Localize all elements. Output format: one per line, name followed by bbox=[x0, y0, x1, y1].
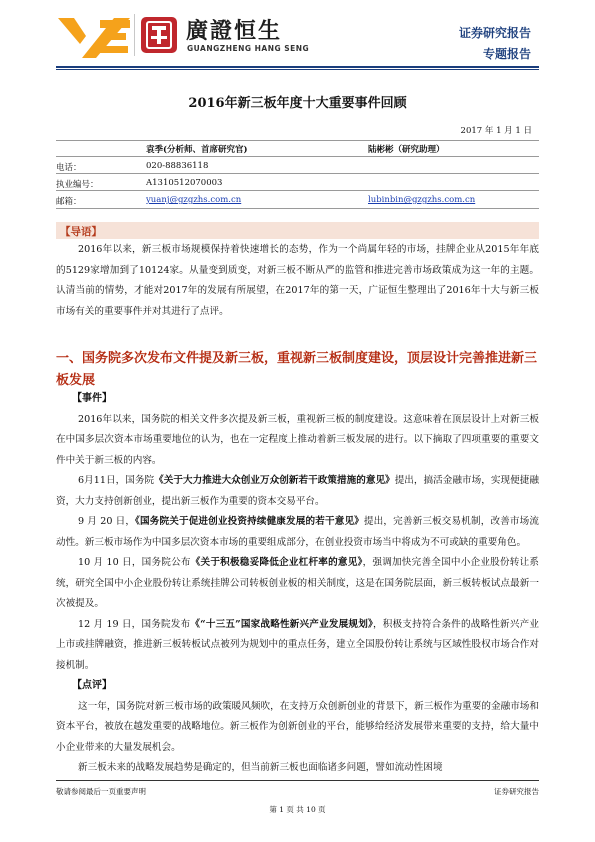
company-logo-icon bbox=[56, 14, 134, 60]
event-label-line bbox=[56, 389, 539, 410]
event-item-text: ，积极支持符合条件的战略性新兴产业上市或挂牌融资，推进新三板转板试点被列为规划中的重点任务，建立全国股份转让系统与区域性股权市场合作对接机制。 bbox=[56, 618, 539, 671]
document-title: 2016年新三板年度十大重要事件回顾 bbox=[188, 96, 407, 111]
report-type: 证券研究报告 bbox=[458, 26, 531, 40]
event-item-text: 提出，完善新三板交易机制，改善市场流动性。新三板市场作为中国多层次资本市场的重要组成部分，在创业投资市场当中将成为不可或缺的重要角色。 bbox=[56, 516, 539, 548]
event-item bbox=[56, 553, 539, 615]
event-item-date: 12 月 19 日，国务院发布 bbox=[78, 618, 191, 630]
seal-icon bbox=[140, 16, 178, 54]
author-table-rule bbox=[56, 156, 539, 157]
event-label: 【事件】 bbox=[72, 393, 112, 404]
header-divider bbox=[134, 14, 135, 56]
policy-doc-title: 《关于积极稳妥降低企业杠杆率的意见》 bbox=[190, 557, 363, 568]
header-rule-thin bbox=[56, 69, 539, 70]
comment-paragraph: 新三板未来的战略发展趋势是确定的，但当前新三板也面临诸多问题，譬如流动性困境 bbox=[78, 762, 443, 773]
assistant-email-link[interactable]: lubinbin@gzgzhs.com.cn bbox=[368, 195, 476, 205]
phone-value: 020-88836118 bbox=[146, 161, 209, 171]
analyst-email-link[interactable]: yuanj@gzgzhs.com.cn bbox=[146, 195, 242, 205]
event-paragraph: 2016年以来，国务院的相关文件多次提及新三板，重视新三板的制度建设。这意味着在顶层设计上对新三板在中国多层次资本市场重要地位的认为，也在一定程度上推动着新三板发展的进行。以下摘取了四项重要的重要文件中关于新三板的内容。 bbox=[56, 413, 539, 466]
footer-rule bbox=[56, 780, 539, 781]
license-label: 执业编号： bbox=[56, 180, 99, 190]
intro-label: 【导语】 bbox=[60, 226, 102, 238]
section-body bbox=[56, 389, 539, 779]
comment-label: 【点评】 bbox=[72, 680, 112, 691]
event-item-text: 提出，搞活金融市场，实现便捷融资，大力支持创新创业，提出新三板作为重要的资本交易平台。 bbox=[56, 475, 540, 507]
comment-label-line bbox=[56, 676, 539, 697]
assistant-name: 陆彬彬（研究助理） bbox=[368, 145, 445, 155]
policy-doc-title: 《关于大力推进大众创业万众创新若干政策措施的意见》 bbox=[154, 475, 395, 486]
event-item-date: 9 月 20 日， bbox=[78, 516, 136, 527]
section-heading: 一、国务院多次发布文件提及新三板，重视新三板制度建设，顶层设计完善推进新三板发展 bbox=[56, 351, 538, 388]
page-number: 第 1 页 共 10 页 bbox=[269, 805, 326, 814]
intro-banner bbox=[56, 222, 539, 239]
brand-name-cn: 廣證恒生 bbox=[186, 19, 283, 44]
intro-text: 2016年以来，新三板市场规模保持着快速增长的态势，作为一个尚属年轻的市场，挂牌企业从2015年年底的5129家增加到了10124家。从量变到质变，对新三板不断从严的监管和推进完善市场政策成为这一年的主题。认清当前的情势，才能对2017年的发展有所展望，在2017年的第一天，广证恒生整理出了2016年十大与新三板市场有关的重要事件并对其进行了点评。 bbox=[56, 244, 539, 317]
email-label: 邮箱： bbox=[56, 197, 82, 207]
policy-doc-title: 《国务院关于促进创业投资持续健康发展的若干意见》 bbox=[135, 516, 364, 527]
event-item-text: ，强调加快完善全国中小企业股份转让系统，研究全国中小企业股份转让系统挂牌公司转板创业板的相关制度，这是在国务院层面，新三板转板试点最新一次被提及。 bbox=[56, 557, 539, 609]
event-item bbox=[56, 512, 539, 553]
event-item bbox=[56, 471, 539, 512]
footer-disclaimer: 敬请参阅最后一页重要声明 bbox=[56, 787, 146, 796]
footer-report-type: 证券研究报告 bbox=[494, 787, 539, 796]
document-date: 2017 年 1 月 1 日 bbox=[460, 126, 532, 136]
policy-doc-title: 《“十三五”国家战略性新兴产业发展规划》 bbox=[190, 618, 373, 630]
analyst-name: 袁季(分析师、首席研究官) bbox=[146, 145, 248, 155]
event-item bbox=[56, 615, 539, 677]
author-table-rule-top bbox=[56, 140, 539, 141]
event-item-date: 6月11日，国务院 bbox=[78, 475, 155, 486]
event-item-date: 10 月 10 日，国务院公布 bbox=[78, 557, 191, 568]
comment-paragraph: 这一年，国务院对新三板市场的政策暖风频吹，在支持万众创新创业的背景下，新三板作为重要的金融市场和资本平台，被放在越发重要的战略地位。新三板作为创新创业的平台，能够给经济发展带来重要的支持，给大量中小企业带来的大量发展机会。 bbox=[56, 700, 539, 753]
report-subtype: 专题报告 bbox=[482, 47, 531, 61]
phone-label: 电话： bbox=[56, 163, 82, 173]
brand-name-en: GUANGZHENG HANG SENG bbox=[187, 44, 310, 53]
intro-paragraph bbox=[56, 240, 539, 322]
author-table-rule bbox=[56, 173, 539, 174]
license-value: A1310512070003 bbox=[146, 178, 223, 188]
author-table-rule bbox=[56, 190, 539, 191]
header-rule bbox=[56, 66, 539, 68]
author-table-rule-bottom bbox=[56, 208, 539, 209]
